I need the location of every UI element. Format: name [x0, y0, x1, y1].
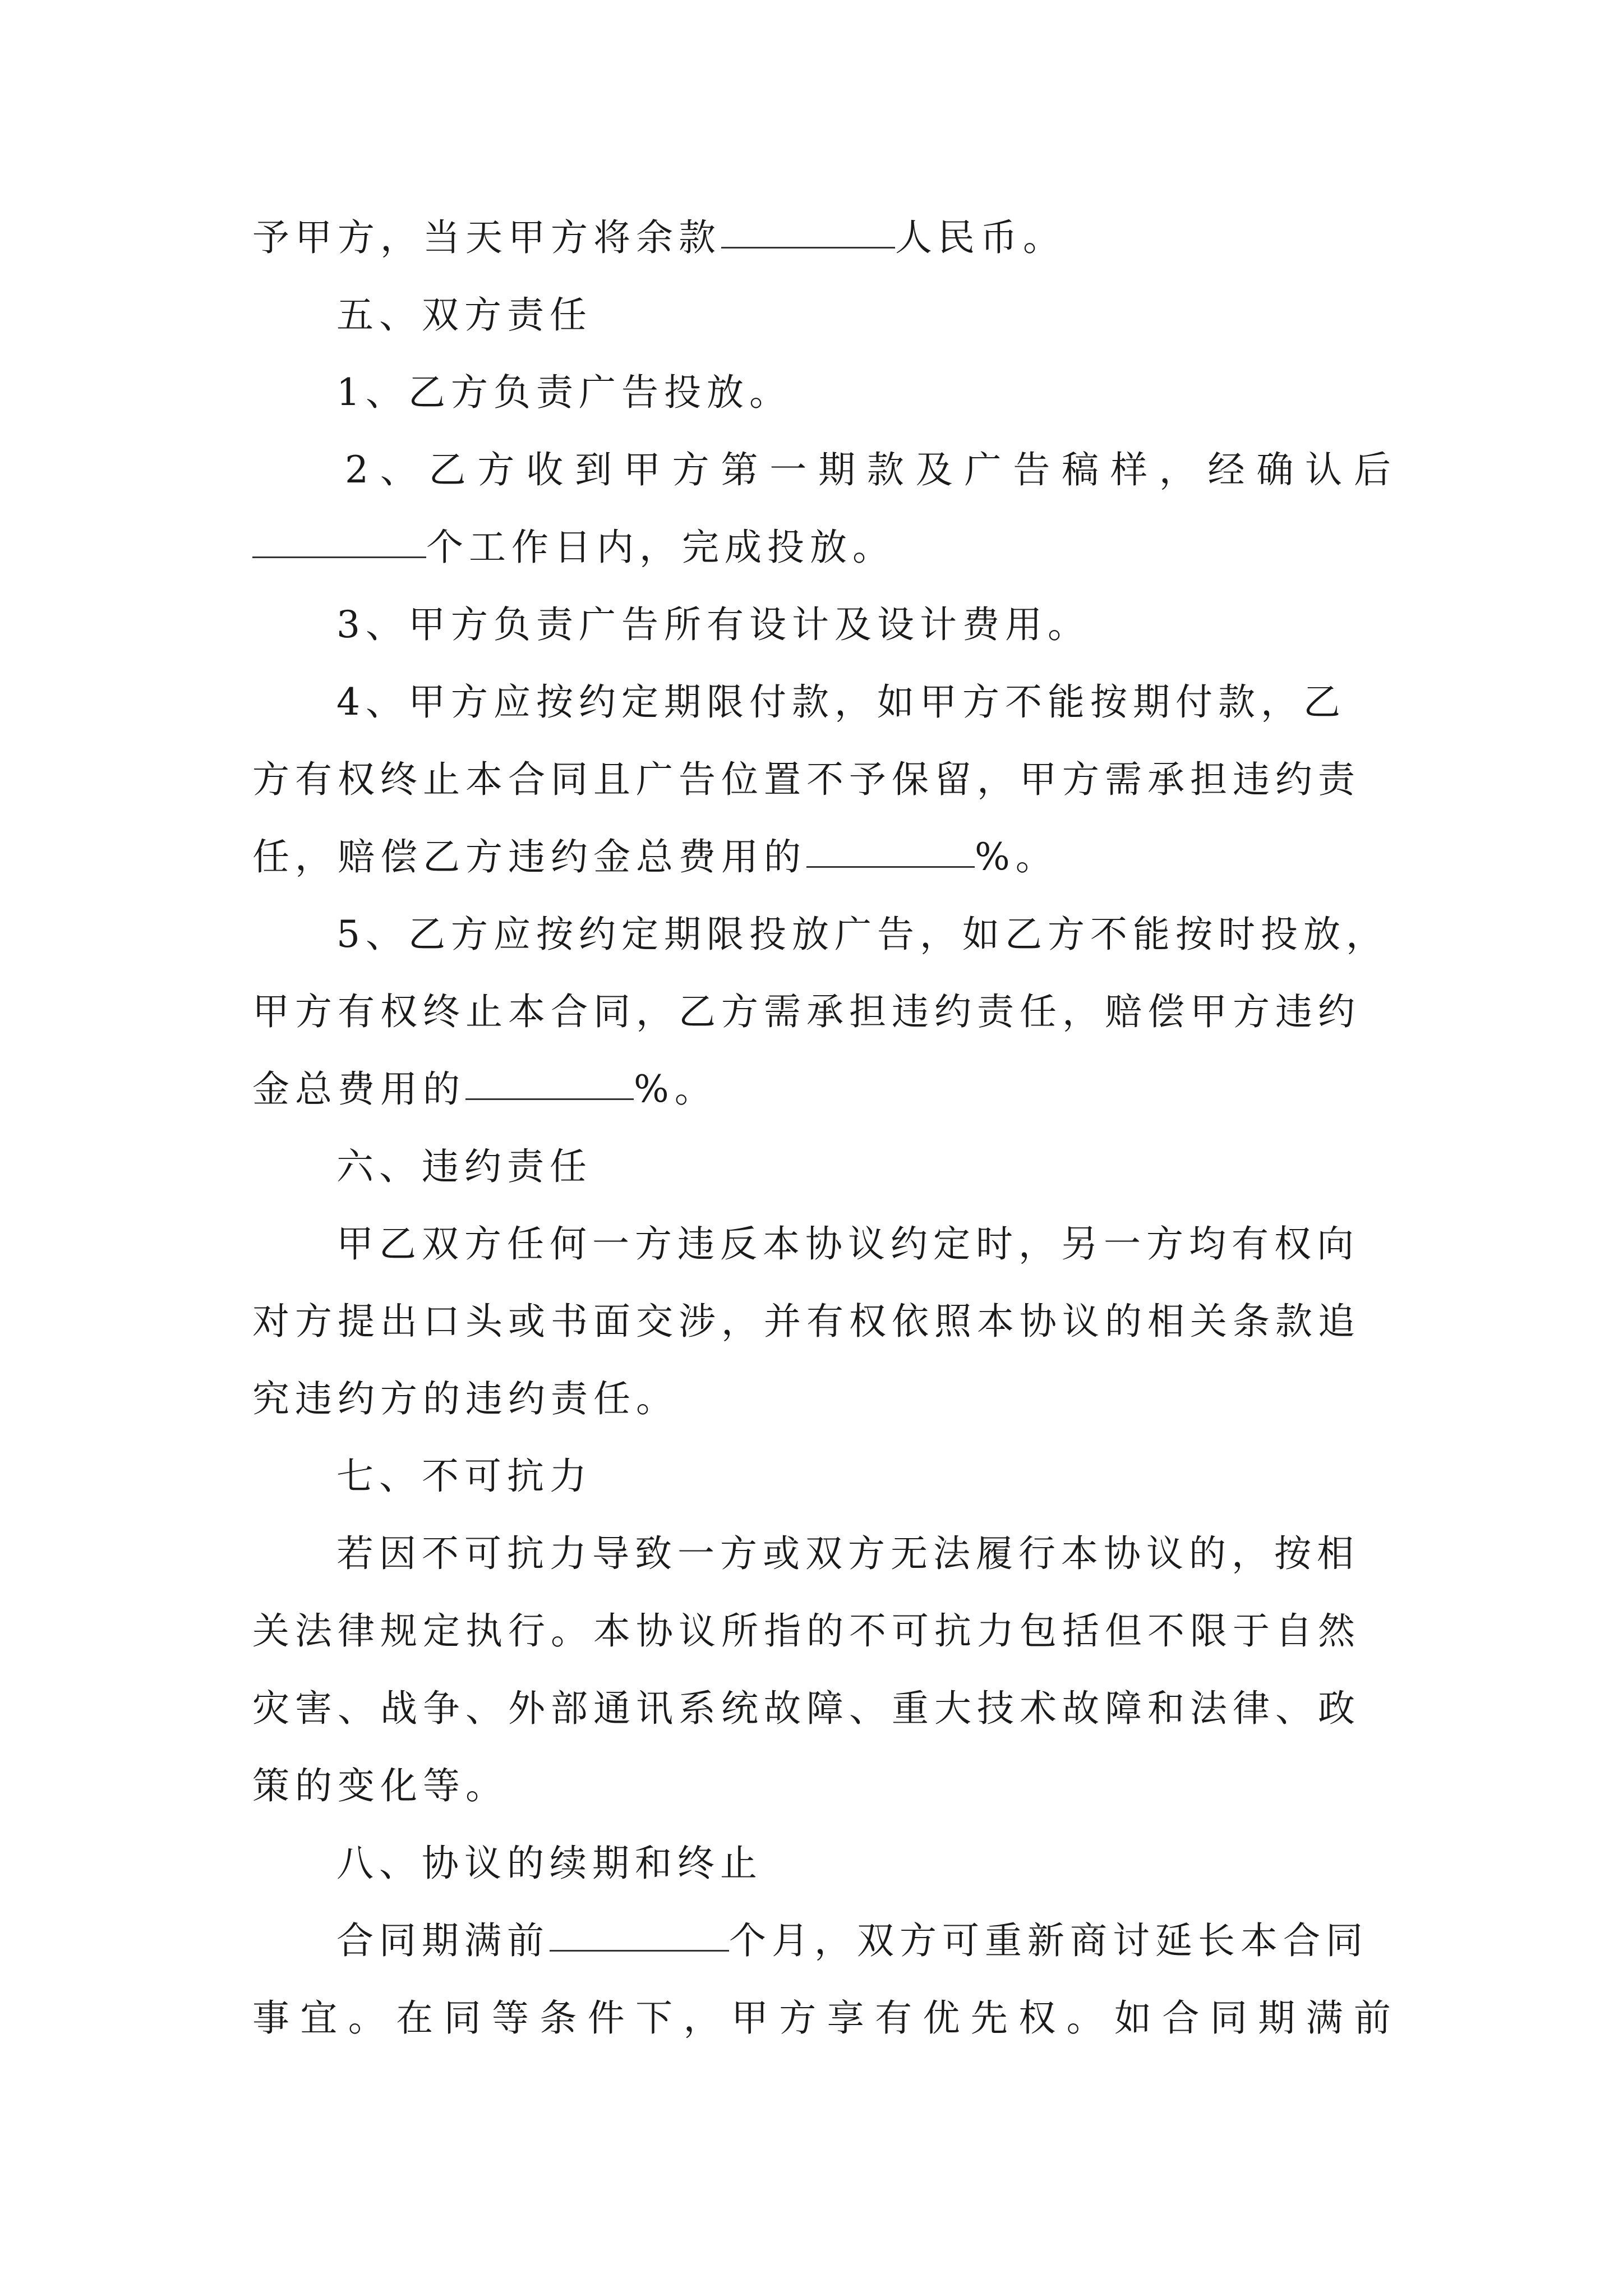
paragraph-line: 事宜。在同等条件下，甲方享有优先权。如合同期满前 [252, 1996, 1396, 2040]
paragraph-line [252, 509, 1396, 586]
paragraph-line: 若因不可抗力导致一方或双方无法履行本协议的，按相 [336, 1532, 1359, 1575]
text-segment: 人民币。 [895, 216, 1066, 259]
fill-in-blank [721, 246, 895, 249]
paragraph-line: 关法律规定执行。本协议所指的不可抗力包括但不限于自然 [252, 1609, 1361, 1653]
text-segment: 个月，双方可重新商讨延长本合同 [729, 1919, 1368, 1962]
clause-item: 5、乙方应按约定期限投放广告，如乙方不能按时投放， [336, 913, 1389, 956]
paragraph-line: 方有权终止本合同且广告位置不予保留，甲方需承担违约责 [252, 758, 1361, 801]
paragraph-line: 策的变化等。 [252, 1764, 508, 1807]
fill-in-blank [550, 1949, 729, 1952]
fill-in-blank [252, 556, 426, 558]
contract-text [252, 199, 1396, 2057]
text-segment: 个工作日内，完成投放。 [426, 526, 895, 569]
clause-item: 2、乙方收到甲方第一期款及广告稿样，经确认后 [345, 448, 1396, 491]
clause-item: 3、甲方负责广告所有设计及设计费用。 [336, 603, 1090, 646]
paragraph-line: 甲方有权终止本合同，乙方需承担违约责任，赔偿甲方违约 [252, 990, 1361, 1033]
text-segment: %。 [975, 835, 1058, 878]
clause-item: 4、甲方应按约定期限付款，如甲方不能按期付款，乙 [336, 680, 1346, 724]
text-segment: 合同期满前 [336, 1919, 550, 1962]
text-segment: 任，赔偿乙方违约金总费用的 [252, 835, 806, 878]
clause-item: 1、乙方负责广告投放。 [336, 371, 792, 414]
fill-in-blank [806, 866, 975, 868]
paragraph-line: 对方提出口头或书面交涉，并有权依照本协议的相关条款追 [252, 1300, 1361, 1343]
paragraph-line [252, 199, 1396, 277]
paragraph-line [252, 1051, 1396, 1128]
section-heading: 八、协议的续期和终止 [336, 1842, 763, 1885]
fill-in-blank [465, 1098, 634, 1100]
text-segment: 金总费用的 [252, 1068, 465, 1111]
text-segment: %。 [634, 1068, 717, 1111]
section-heading: 七、不可抗力 [336, 1455, 592, 1498]
paragraph-line [252, 1902, 1396, 1980]
paragraph-line: 究违约方的违约责任。 [252, 1377, 679, 1420]
paragraph-line: 灾害、战争、外部通讯系统故障、重大技术故障和法律、政 [252, 1687, 1361, 1730]
section-heading: 五、双方责任 [336, 293, 592, 337]
paragraph-line: 甲乙双方任何一方违反本协议约定时，另一方均有权向 [336, 1222, 1359, 1266]
text-segment: 予甲方，当天甲方将余款 [252, 216, 721, 259]
section-heading: 六、违约责任 [336, 1145, 592, 1188]
paragraph-line [252, 818, 1396, 896]
